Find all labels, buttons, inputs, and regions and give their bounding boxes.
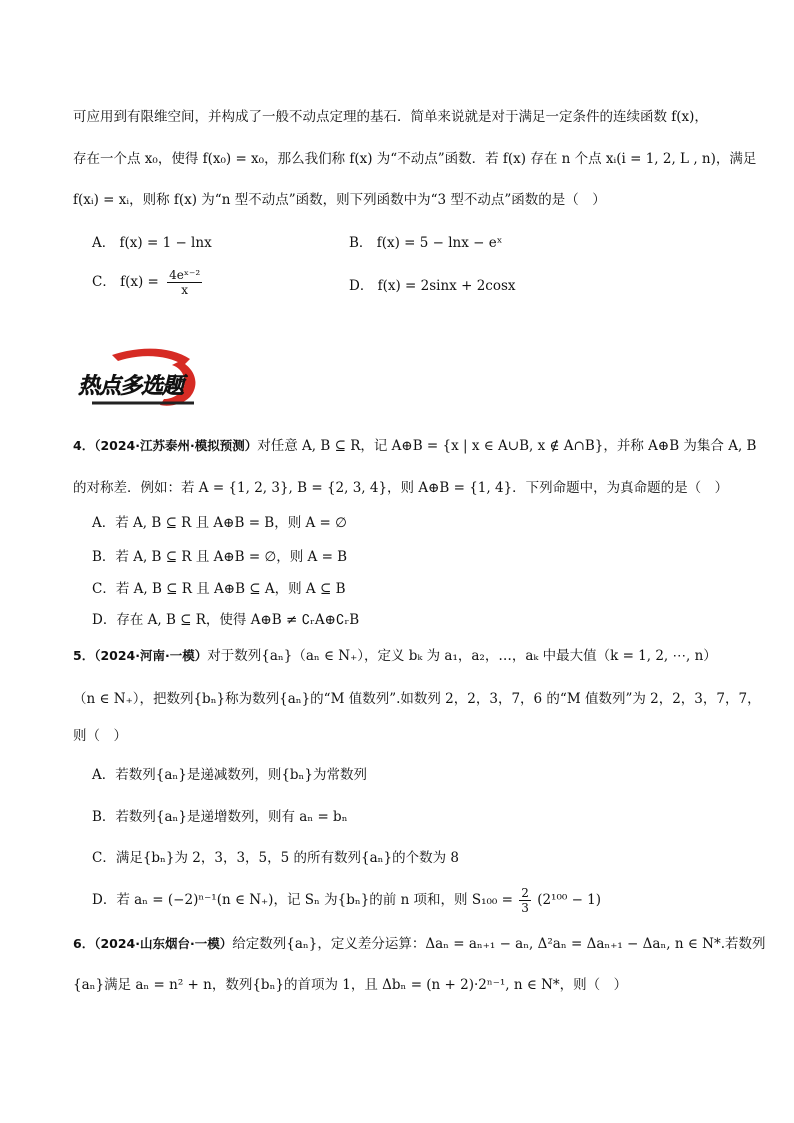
q5-number: 5． xyxy=(73,648,95,663)
q5-option-d-prefix: D．若 aₙ = (−2)ⁿ⁻¹(n ∈ N₊)，记 Sₙ 为{bₙ}的前 n 项和，则 S₁₀₀ = xyxy=(92,892,513,908)
q4-stem-line-2: 的对称差．例如：若 A = {1, 2, 3}, B = {2, 3, 4}，则 A⊕B = {1, 4}．下列命题中，为真命题的是（ ） xyxy=(73,480,729,496)
q5-text-1: 对于数列{aₙ}（aₙ ∈ N₊），定义 bₖ 为 a₁，a₂，…，aₖ 中最大值（k = 1, 2, ⋯, n） xyxy=(207,648,717,664)
q4-source: （2024·江苏泰州·模拟预测） xyxy=(94,438,258,453)
q6-number: 6． xyxy=(73,936,95,951)
q4-stem-line-1 xyxy=(73,437,756,455)
q5-stem-line-3: 则（ ） xyxy=(73,728,127,744)
q6-stem-line-2: {aₙ}满足 aₙ = n² + n，数列{bₙ}的首项为 1，且 Δbₙ = (n + 2)·2ⁿ⁻¹, n ∈ N*，则（ ） xyxy=(73,977,628,993)
q5-option-c: C．满足{bₙ}为 2，3，3，5，5 的所有数列{aₙ}的个数为 8 xyxy=(92,850,459,866)
q5-option-a: A．若数列{aₙ}是递减数列，则{bₙ}为常数列 xyxy=(92,767,367,783)
q6-stem-line-1 xyxy=(73,935,766,953)
q5-option-d-numerator: 2 xyxy=(521,886,529,900)
q4-text-1: 对任意 A, B ⊆ R，记 A⊕B = {x | x ∈ A∪B, x ∉ A∩B}，并称 A⊕B 为集合 A, B xyxy=(257,438,757,454)
q4-option-c: C．若 A, B ⊆ R 且 A⊕B ⊆ A，则 A ⊆ B xyxy=(92,581,346,597)
intro-line-2: 存在一个点 x₀，使得 f(x₀) = x₀，那么我们称 f(x) 为“不动点”函数．若 f(x) 存在 n 个点 xᵢ(i = 1, 2, L , n)，满足 xyxy=(73,151,757,167)
q5-option-d xyxy=(92,886,601,915)
q3-option-c-denominator: x xyxy=(181,283,189,297)
q5-option-d-denominator: 3 xyxy=(521,901,529,915)
q4-number: 4． xyxy=(73,438,95,453)
q3-option-b: B． f(x) = 5 − lnx − eˣ xyxy=(349,235,503,251)
q4-option-a: A．若 A, B ⊆ R 且 A⊕B = B，则 A = ∅ xyxy=(92,515,347,531)
q3-option-c xyxy=(92,268,202,297)
intro-line-3: f(xᵢ) = xᵢ，则称 f(x) 为“n 型不动点”函数，则下列函数中为“3 型不动点”函数的是（ ） xyxy=(73,192,606,208)
q5-option-b: B．若数列{aₙ}是递增数列，则有 aₙ = bₙ xyxy=(92,809,348,825)
q6-text-1: 给定数列{aₙ}，定义差分运算：Δaₙ = aₙ₊₁ − aₙ, Δ²aₙ = Δaₙ₊₁ − Δaₙ, n ∈ N*.若数列 xyxy=(232,936,766,952)
q5-option-d-fraction xyxy=(519,886,531,915)
q5-option-d-suffix: (2¹⁰⁰ − 1) xyxy=(537,892,602,908)
q5-stem-line-2: （n ∈ N₊），把数列{bₙ}称为数列{aₙ}的“M 值数列”.如数列 2，2，3，7，6 的“M 值数列”为 2，2，3，7，7， xyxy=(73,691,761,707)
intro-line-1: 可应用到有限维空间，并构成了一般不动点定理的基石．简单来说就是对于满足一定条件的连续函数 f(x)， xyxy=(73,109,708,125)
q3-option-c-numerator: 4eˣ⁻² xyxy=(169,268,201,282)
q3-option-c-fraction xyxy=(167,268,202,297)
q6-source: （2024·山东烟台·一模） xyxy=(94,936,233,951)
q3-option-d: D． f(x) = 2sinx + 2cosx xyxy=(349,278,516,294)
q3-option-a: A． f(x) = 1 − lnx xyxy=(92,235,212,251)
q5-stem-line-1 xyxy=(73,647,717,665)
q3-option-c-prefix: C． f(x) = xyxy=(92,274,159,290)
banner-text: 热点多选题 xyxy=(78,374,184,399)
q4-option-b: B．若 A, B ⊆ R 且 A⊕B = ∅，则 A = B xyxy=(92,549,348,565)
section-banner xyxy=(72,345,202,409)
q4-option-d: D．存在 A, B ⊆ R，使得 A⊕B ≠ ∁ᵣA⊕∁ᵣB xyxy=(92,612,360,628)
q5-source: （2024·河南·一模） xyxy=(94,648,208,663)
